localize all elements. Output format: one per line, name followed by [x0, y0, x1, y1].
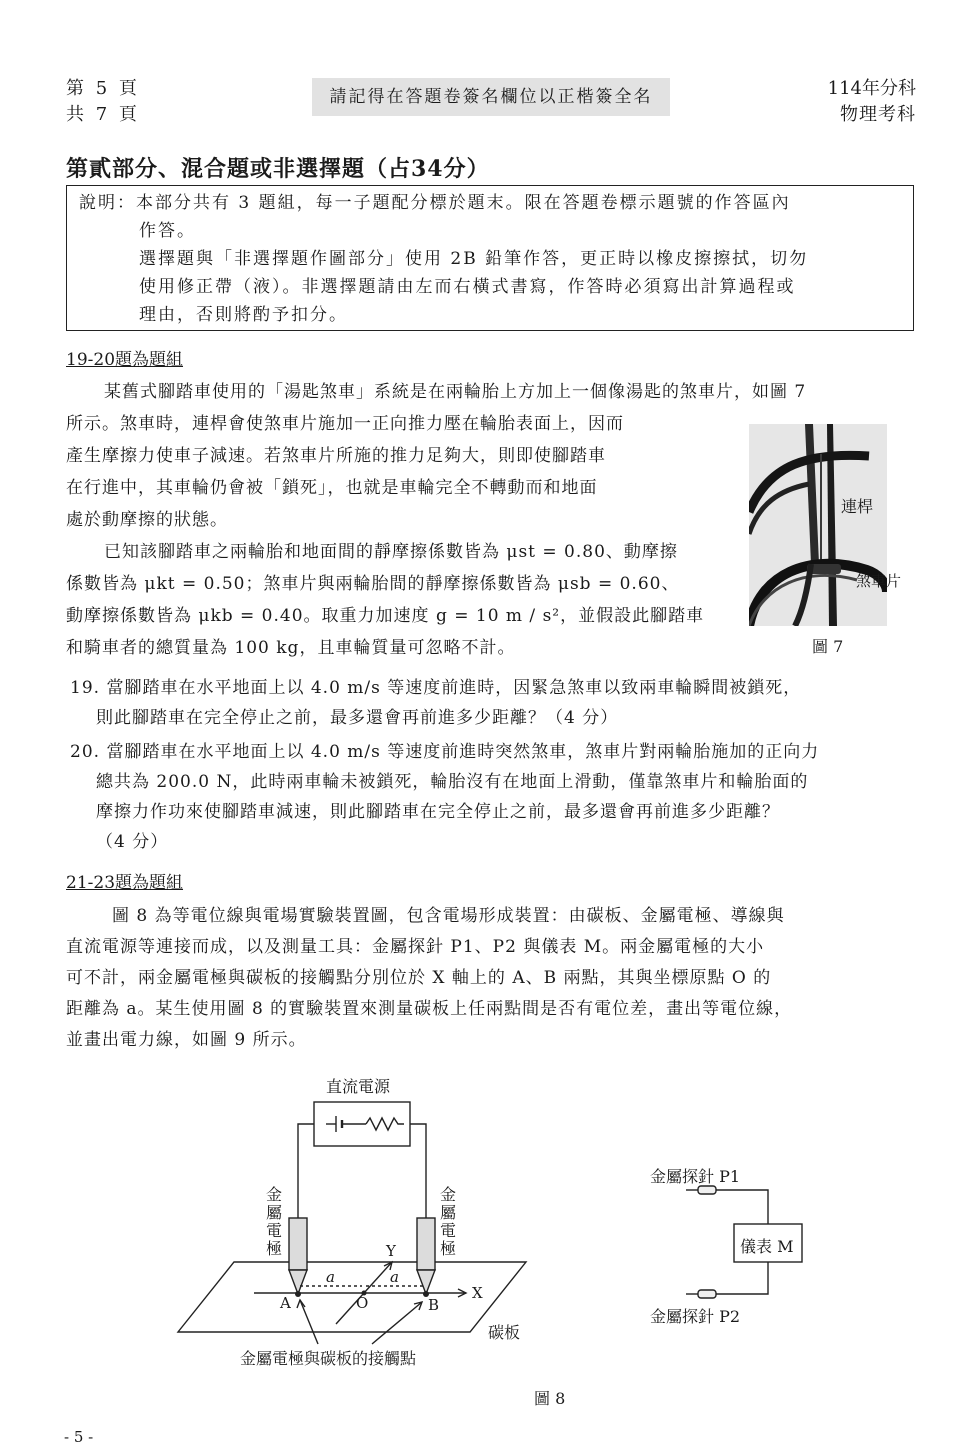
instruction-line: 說明：本部分共有 3 題組，每一子題配分標於題末。限在答題卷標示題號的作答區內 [79, 193, 791, 213]
question-19-line: 則此腳踏車在完全停止之前，最多還會再前進多少距離？（4 分） [96, 708, 619, 728]
paragraph-line: 並畫出電力線，如圖 9 所示。 [66, 1030, 307, 1050]
distance-a-left: a [326, 1268, 335, 1286]
point-a-label: A [280, 1294, 291, 1312]
group-heading-19-20: 19-20題為題組 [66, 350, 184, 370]
exam-subject: 物理考科 [840, 104, 916, 125]
instruction-line: 使用修正帶（液）。非選擇題請由左而右橫式書寫，作答時必須寫出計算過程或 [139, 277, 796, 297]
group-heading-21-23: 21-23題為題組 [66, 873, 184, 893]
dc-power-label: 直流電源 [326, 1077, 391, 1096]
section-title: 第貳部分、混合題或非選擇題（占34分） [66, 156, 490, 182]
total-pages: 共 7 頁 [66, 104, 140, 125]
paragraph-line: 可不計，兩金屬電極與碳板的接觸點分別位於 X 軸上的 A、B 兩點，其與坐標原點 O 的 [66, 968, 772, 988]
question-19-line: 19. 當腳踏車在水平地面上以 4.0 m/s 等速度前進時，因緊急煞車以致兩車輪瞬間被鎖死， [70, 678, 802, 698]
paragraph-line: 處於動摩擦的狀態。 [66, 510, 228, 530]
figure-7-caption: 圖 7 [812, 637, 844, 656]
paragraph-line: 已知該腳踏車之兩輪胎和地面間的靜摩擦係數皆為 μst = 0.80、動摩擦 [104, 542, 678, 562]
paragraph-line: 動摩擦係數皆為 μkb = 0.40。取重力加速度 g = 10 m / s²，並假設此腳踏車 [66, 606, 705, 626]
y-axis-label: Y [386, 1242, 396, 1260]
question-20-line: 總共為 200.0 N，此時兩車輪未被鎖死，輪胎沒有在地面上滑動，僅靠煞車片和輪胎面的 [96, 772, 809, 792]
point-b-label: B [428, 1296, 440, 1314]
contact-point-label: 金屬電極與碳板的接觸點 [240, 1349, 417, 1368]
paragraph-line: 產生摩擦力使車子減速。若煞車片所施的推力足夠大，則即使腳踏車 [66, 446, 606, 466]
paragraph-line: 係數皆為 μkt = 0.50；煞車片與兩輪胎間的靜摩擦係數皆為 μsb = 0.60、 [66, 574, 680, 594]
question-20-line: 摩擦力作功來使腳踏車減速，則此腳踏車在完全停止之前，最多還會再前進多少距離？ [96, 802, 780, 822]
label-brake-pad: 煞車片 [856, 572, 902, 590]
x-axis-label: X [472, 1284, 483, 1302]
signature-notice: 請記得在答題卷簽名欄位以正楷簽全名 [312, 78, 670, 116]
carbon-plate-label: 碳板 [488, 1323, 521, 1342]
exam-year: 114年分科 [827, 78, 916, 99]
paragraph-line: 某舊式腳踏車使用的「湯匙煞車」系統是在兩輪胎上方加上一個像湯匙的煞車片，如圖 7 [104, 382, 807, 402]
probe-p1-label: 金屬探針 P1 [650, 1167, 741, 1186]
distance-a-right: a [390, 1268, 399, 1286]
left-electrode-label: 金屬電極 [266, 1185, 283, 1258]
paragraph-line: 直流電源等連接而成，以及測量工具：金屬探針 P1、P2 與儀表 M。兩金屬電極的大小 [66, 937, 765, 957]
paragraph-line: 圖 8 為等電位線與電場實驗裝置圖，包含電場形成裝置：由碳板、金屬電極、導線與 [112, 906, 785, 926]
page-footer: - 5 - [64, 1428, 94, 1446]
point-o-label: O [356, 1294, 369, 1312]
page-number: 第 5 頁 [66, 78, 140, 99]
paragraph-line: 所示。煞車時，連桿會使煞車片施加一正向推力壓在輪胎表面上，因而 [66, 414, 624, 434]
paragraph-line: 在行進中，其車輪仍會被「鎖死」，也就是車輪完全不轉動而和地面 [66, 478, 598, 498]
question-20-line: 20. 當腳踏車在水平地面上以 4.0 m/s 等速度前進時突然煞車，煞車片對兩輪胎施加的正向力 [70, 742, 820, 762]
question-20-line: （4 分） [96, 832, 169, 852]
right-electrode-label: 金屬電極 [440, 1185, 457, 1258]
instruction-line: 理由，否則將酌予扣分。 [139, 305, 348, 325]
instruction-line: 作答。 [139, 221, 196, 241]
figure-8-caption: 圖 8 [534, 1389, 566, 1408]
probe-p2-label: 金屬探針 P2 [650, 1307, 741, 1326]
instruction-line: 選擇題與「非選擇題作圖部分」使用 2B 鉛筆作答，更正時以橡皮擦擦拭，切勿 [139, 249, 809, 269]
paragraph-line: 距離為 a。某生使用圖 8 的實驗裝置來測量碳板上任兩點間是否有電位差，畫出等電位線， [66, 999, 793, 1019]
paragraph-line: 和騎車者的總質量為 100 kg，且車輪質量可忽略不計。 [66, 638, 516, 658]
label-connecting-rod: 連桿 [841, 497, 874, 516]
meter-m-label: 儀表 M [740, 1237, 794, 1256]
